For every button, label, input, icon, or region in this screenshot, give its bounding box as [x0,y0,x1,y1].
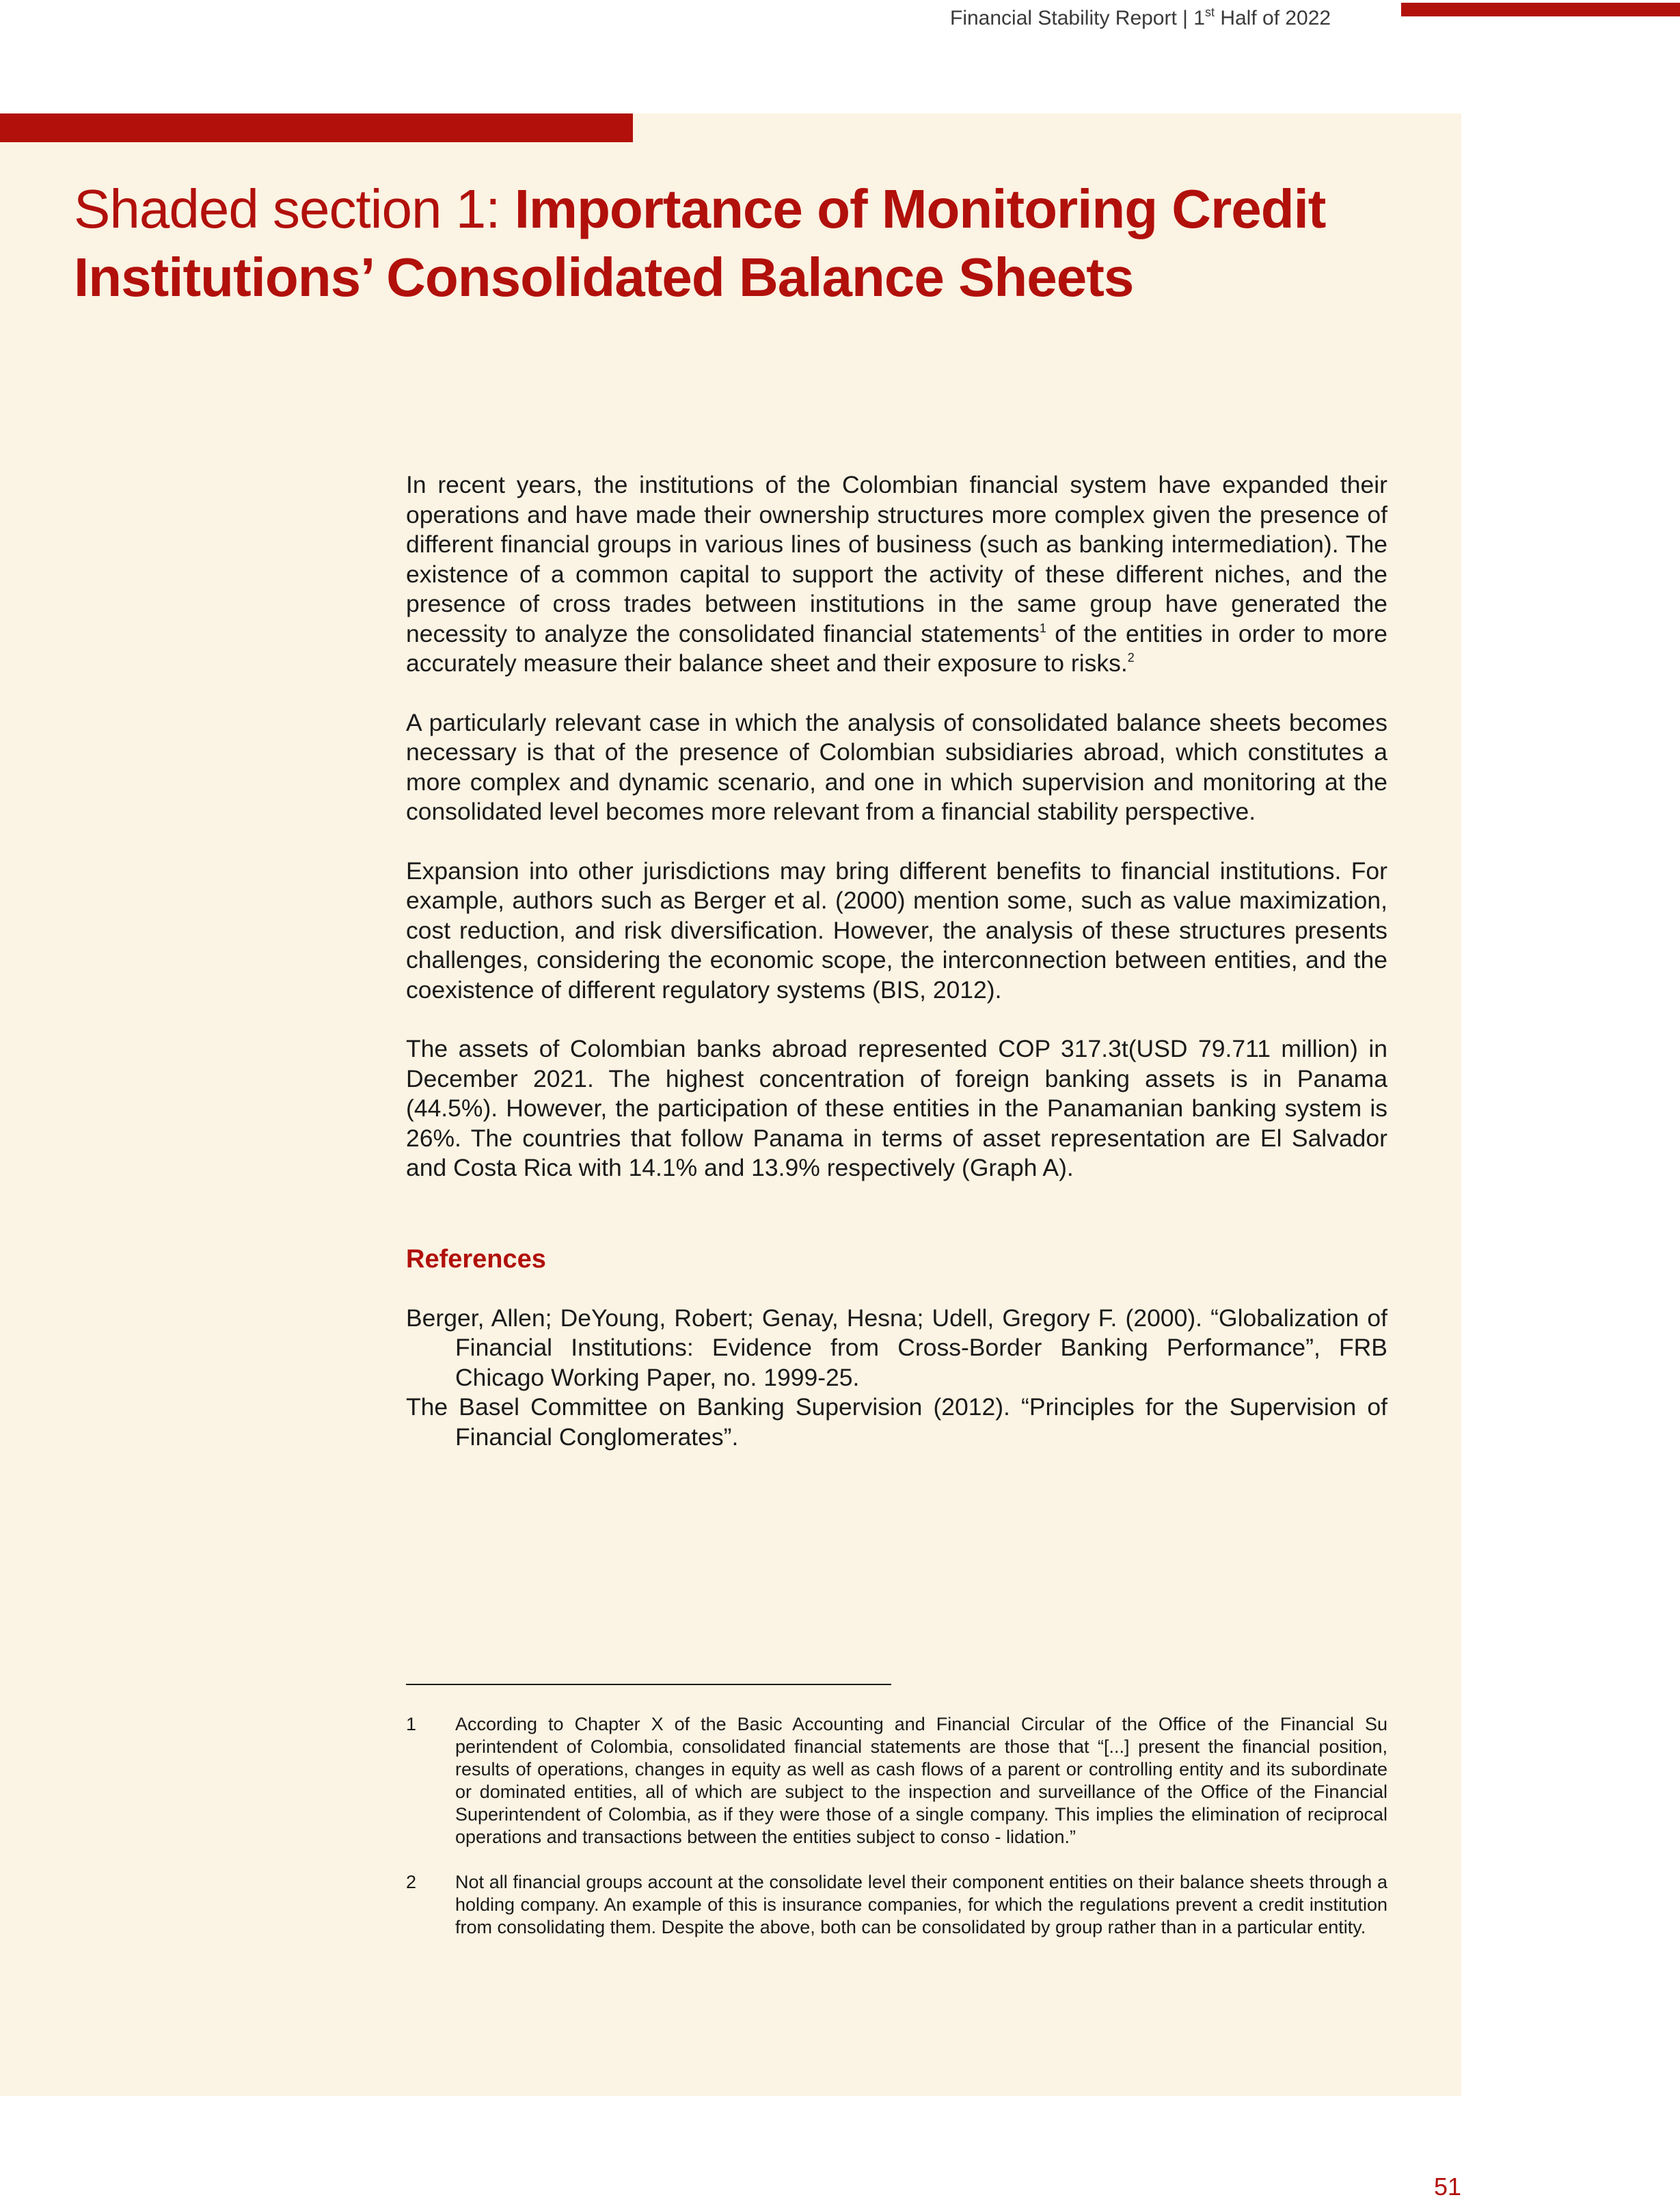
footnote-text: Not all financial groups account at the consolidate level their component entities on their balance sheets through a holding company. An example of this is insurance companies, for which the regulations prevent a credit institution from consolidating them. Despite the above, both can be consolidated by group rather than in a particular entity. [455,1872,1387,1937]
footnote-text: According to Chapter X of the Basic Accounting and Financial Circular of the Office of the Financial Su perintendent of Colombia, consolidated financial statements are those that “[...] present the financial position, results of operations, changes in equity as well as cash flows of a parent or controlling entity and its subordinate or dominated entities, all of which are subject to the inspection and surveillance of the Office of the Financial Superintendent of Colombia, as if they were those of a single company. This implies the elimination of reciprocal operations and transactions between the entities subject to conso - lidation.” [455,1714,1387,1847]
paragraph [406,470,1387,679]
reference-item: Berger, Allen; DeYoung, Robert; Genay, Hesna; Udell, Gregory F. (2000). “Globalization of Financial Institutions: Evidence from Cross-Border Banking Performance”, FRB Chicago Working Paper, no. 1999-25. [406,1304,1387,1391]
section-label: Shaded section 1: [74,178,515,239]
section-heading: Importance of Monitoring Credit Institutions’ Consolidated Balance Sheets [74,178,1326,308]
paragraph: Expansion into other jurisdictions may bring different benefits to financial institutions. For example, authors such as Berger et al. (2000) mention some, such as value maximization, cost reduction, and risk diversification. However, the analysis of these structures presents challenges, considering the economic scope, the interconnection between entities, and the coexistence of different regulatory systems (BIS, 2012). [406,857,1387,1004]
reference-item: The Basel Committee on Banking Supervision (2012). “Principles for the Supervision of Financial Conglomerates”. [406,1393,1387,1451]
body-content [406,470,1387,1452]
footnote [406,1871,1387,1939]
report-period: Half of 2022 [1214,7,1331,29]
footnote-number: 2 [406,1872,417,1892]
report-title: Financial Stability Report | 1 [950,7,1205,29]
section-title [74,175,1434,312]
footnote-number: 1 [406,1714,417,1734]
paragraph: A particularly relevant case in which the analysis of consolidated balance sheets becomes necessary is that of the presence of Colombian subsidiaries abroad, which constitutes a more complex and dynamic scenario, and one in which supervision and monitoring at the consolidated level becomes more relevant from a financial stability perspective. [406,708,1387,825]
footnotes [406,1713,1387,1961]
ordinal-superscript: st [1204,5,1215,19]
footnote-divider [406,1684,891,1685]
page-number: 51 [1434,2173,1462,2201]
footnote-ref-1[interactable]: 1 [1039,621,1046,635]
paragraph-text: In recent years, the institutions of the Colombian financial system have expanded their operations and have made their ownership structures more complex given the presence of different financial groups in various lines of business (such as banking intermediation). The existence of a common capital to support the activity of these different niches, and the presence of cross trades between institutions in the same group have generated the necessity to analyze the consolidated financial statements [406,471,1387,647]
running-header [950,0,1331,31]
footnote-ref-2[interactable]: 2 [1127,651,1135,664]
footnote [406,1713,1387,1849]
header-accent-bar [1401,3,1680,16]
paragraph-text: of the entities in order to more accurately measure their balance sheet and their exposure to risks. [406,619,1387,677]
shaded-section-tab [0,113,633,142]
references-heading: References [406,1244,546,1274]
paragraph: The assets of Colombian banks abroad represented COP 317.3t(USD 79.711 million) in December 2021. The highest concentration of foreign banking assets is in Panama (44.5%). However, the participation of these entities in the Panamanian banking system is 26%. The countries that follow Panama in terms of asset representation are El Salvador and Costa Rica with 14.1% and 13.9% respectively (Graph A). [406,1035,1387,1181]
